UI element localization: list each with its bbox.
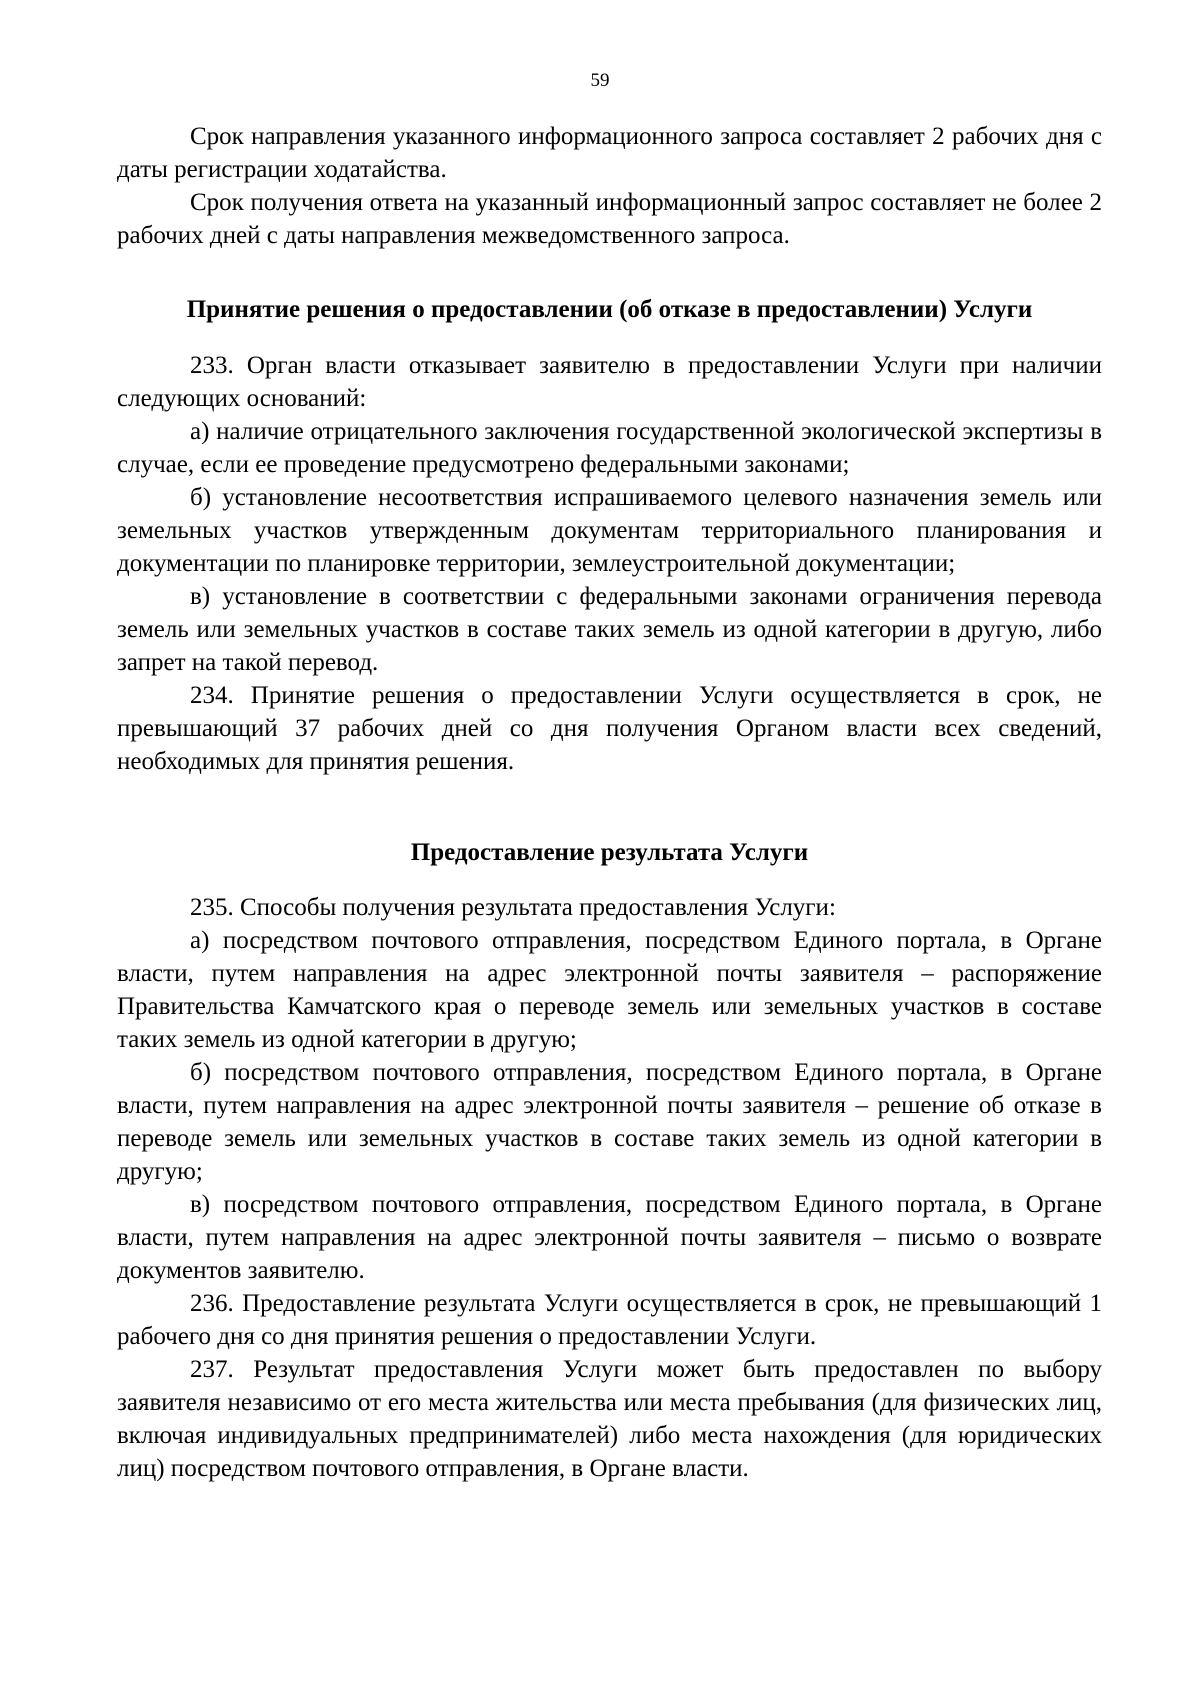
paragraph-235-c: в) посредством почтового отправления, посредством Единого портала, в Органе власти, путем направления на адрес электронной почты заявителя – письмо о возврате документов заявителю.	[117, 1191, 1102, 1284]
document-body	[117, 120, 1102, 1485]
paragraph-235-a: а) посредством почтового отправления, посредством Единого портала, в Органе власти, путем направления на адрес электронной почты заявителя – распоряжение Правительства Камчатского края о переводе земель или земельных участков в составе таких земель из одной категории в другую;	[117, 927, 1102, 1053]
section-heading-decision: Принятие решения о предоставлении (об отказе в предоставлении) Услуги	[186, 296, 1033, 323]
paragraph-request-deadline: Срок направления указанного информационного запроса составляет 2 рабочих дня с даты регистрации ходатайства.	[117, 123, 1102, 183]
paragraph-233-b: б) установление несоответствия испрашиваемого целевого назначения земель или земельных участков утвержденным документам территориального планирования и документации по планировке территории, землеустроительной документации;	[117, 484, 1102, 577]
page-number: 59	[590, 70, 610, 91]
paragraph-237: 237. Результат предоставления Услуги может быть предоставлен по выбору заявителя независимо от его места жительства или места пребывания (для физических лиц, включая индивидуальных предпринимателей) либо места нахождения (для юридических лиц) посредством почтового отправления, в Органе власти.	[117, 1356, 1102, 1482]
paragraph-235: 235. Способы получения результата предоставления Услуги:	[190, 894, 836, 921]
paragraph-236: 236. Предоставление результата Услуги осуществляется в срок, не превышающий 1 рабочего дня со дня принятия решения о предоставлении Услуги.	[117, 1290, 1102, 1350]
paragraph-234: 234. Принятие решения о предоставлении Услуги осуществляется в срок, не превышающий 37 рабочих дней со дня получения Органом власти всех сведений, необходимых для принятия решения.	[117, 682, 1102, 775]
paragraph-235-b: б) посредством почтового отправления, посредством Единого портала, в Органе власти, путем направления на адрес электронной почты заявителя – решение об отказе в переводе земель или земельных участков в составе таких земель из одной категории в другую;	[117, 1059, 1102, 1185]
paragraph-233-a: а) наличие отрицательного заключения государственной экологической экспертизы в случае, если ее проведение предусмотрено федеральными законами;	[117, 418, 1102, 478]
section-heading-result: Предоставление результата Услуги	[410, 839, 809, 866]
paragraph-233-c: в) установление в соответствии с федеральными законами ограничения перевода земель или земельных участков в составе таких земель из одной категории в другую, либо запрет на такой перевод.	[117, 583, 1102, 676]
paragraph-233: 233. Орган власти отказывает заявителю в предоставлении Услуги при наличии следующих оснований:	[117, 352, 1102, 412]
paragraph-response-deadline: Срок получения ответа на указанный информационный запрос составляет не более 2 рабочих дней с даты направления межведомственного запроса.	[117, 189, 1102, 249]
